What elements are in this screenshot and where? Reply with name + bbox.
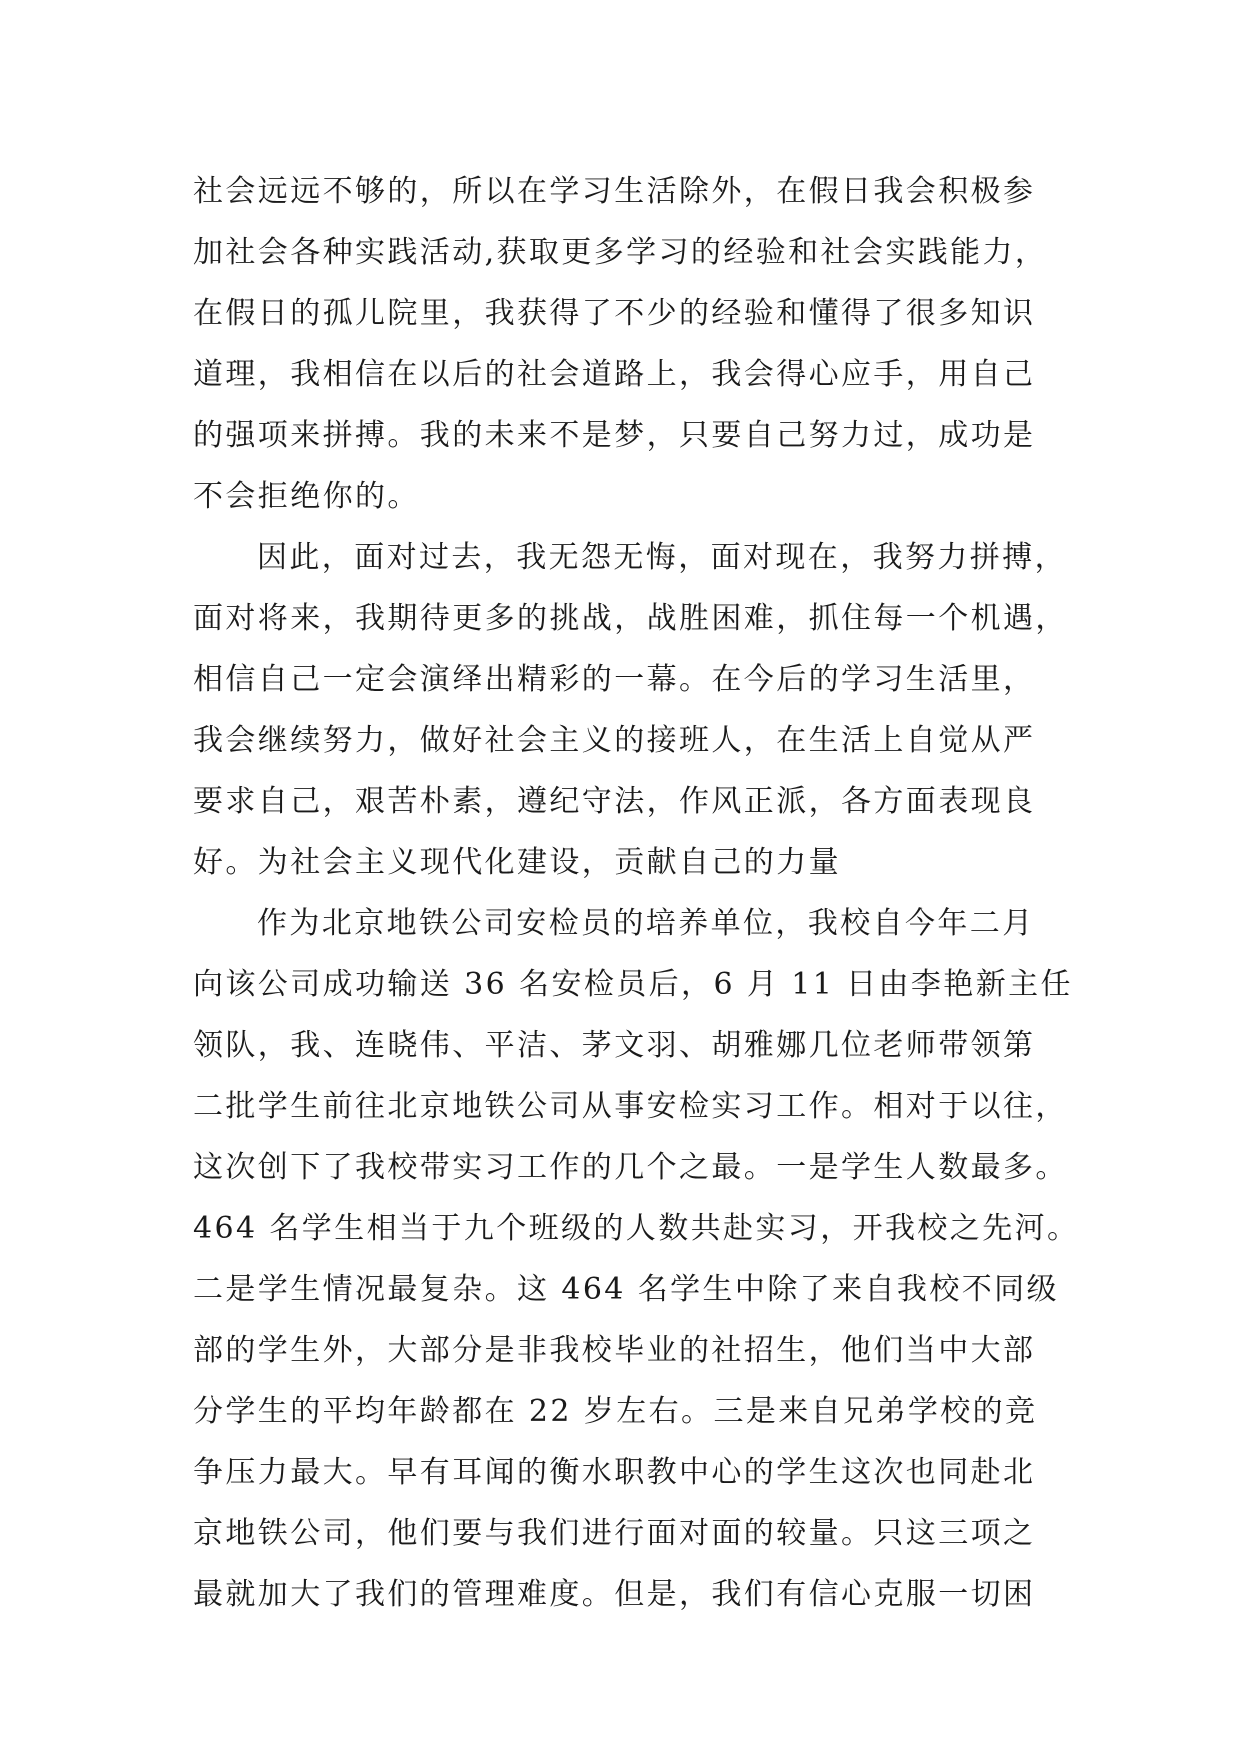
text-line: 京地铁公司，他们要与我们进行面对面的较量。只这三项之 (193, 1516, 1036, 1551)
text-line: 二是学生情况最复杂。这 464 名学生中除了来自我校不同级 (193, 1272, 1059, 1307)
text-line: 道理，我相信在以后的社会道路上，我会得心应手，用自己 (193, 357, 1036, 392)
text-line: 在假日的孤儿院里，我获得了不少的经验和懂得了很多知识 (193, 296, 1036, 331)
text-line: 的强项来拼搏。我的未来不是梦，只要自己努力过，成功是 (193, 418, 1036, 453)
text-line: 争压力最大。早有耳闻的衡水职教中心的学生这次也同赴北 (193, 1455, 1036, 1490)
text-line: 好。为社会主义现代化建设，贡献自己的力量 (193, 845, 841, 880)
text-line: 这次创下了我校带实习工作的几个之最。一是学生人数最多。 (193, 1150, 1068, 1185)
text-line: 我会继续努力，做好社会主义的接班人，在生活上自觉从严 (193, 723, 1036, 758)
text-line: 面对将来，我期待更多的挑战，战胜困难，抓住每一个机遇， (193, 601, 1068, 636)
text-line: 二批学生前往北京地铁公司从事安检实习工作。相对于以往， (193, 1089, 1068, 1124)
text-line: 最就加大了我们的管理难度。但是，我们有信心克服一切困 (193, 1577, 1036, 1612)
text-line: 相信自己一定会演绎出精彩的一幕。在今后的学习生活里， (193, 662, 1036, 697)
text-line: 领队，我、连晓伟、平洁、茅文羽、胡雅娜几位老师带领第 (193, 1028, 1036, 1063)
text-line: 因此，面对过去，我无怨无悔，面对现在，我努力拼搏， (257, 540, 1067, 575)
body-text (193, 161, 1080, 1625)
text-line: 作为北京地铁公司安检员的培养单位，我校自今年二月 (257, 906, 1035, 941)
text-line: 部的学生外，大部分是非我校毕业的社招生，他们当中大部 (193, 1333, 1036, 1368)
text-line: 向该公司成功输送 36 名安检员后，6 月 11 日由李艳新主任 (193, 967, 1073, 1002)
text-line: 加社会各种实践活动,获取更多学习的经验和社会实践能力， (193, 235, 1048, 270)
text-line: 464 名学生相当于九个班级的人数共赴实习，开我校之先河。 (193, 1211, 1080, 1246)
text-line: 分学生的平均年龄都在 22 岁左右。三是来自兄弟学校的竞 (193, 1394, 1038, 1429)
text-line: 社会远远不够的，所以在学习生活除外，在假日我会积极参 (193, 174, 1036, 209)
text-line: 不会拒绝你的。 (193, 479, 420, 514)
text-line: 要求自己，艰苦朴素，遵纪守法，作风正派，各方面表现良 (193, 784, 1036, 819)
